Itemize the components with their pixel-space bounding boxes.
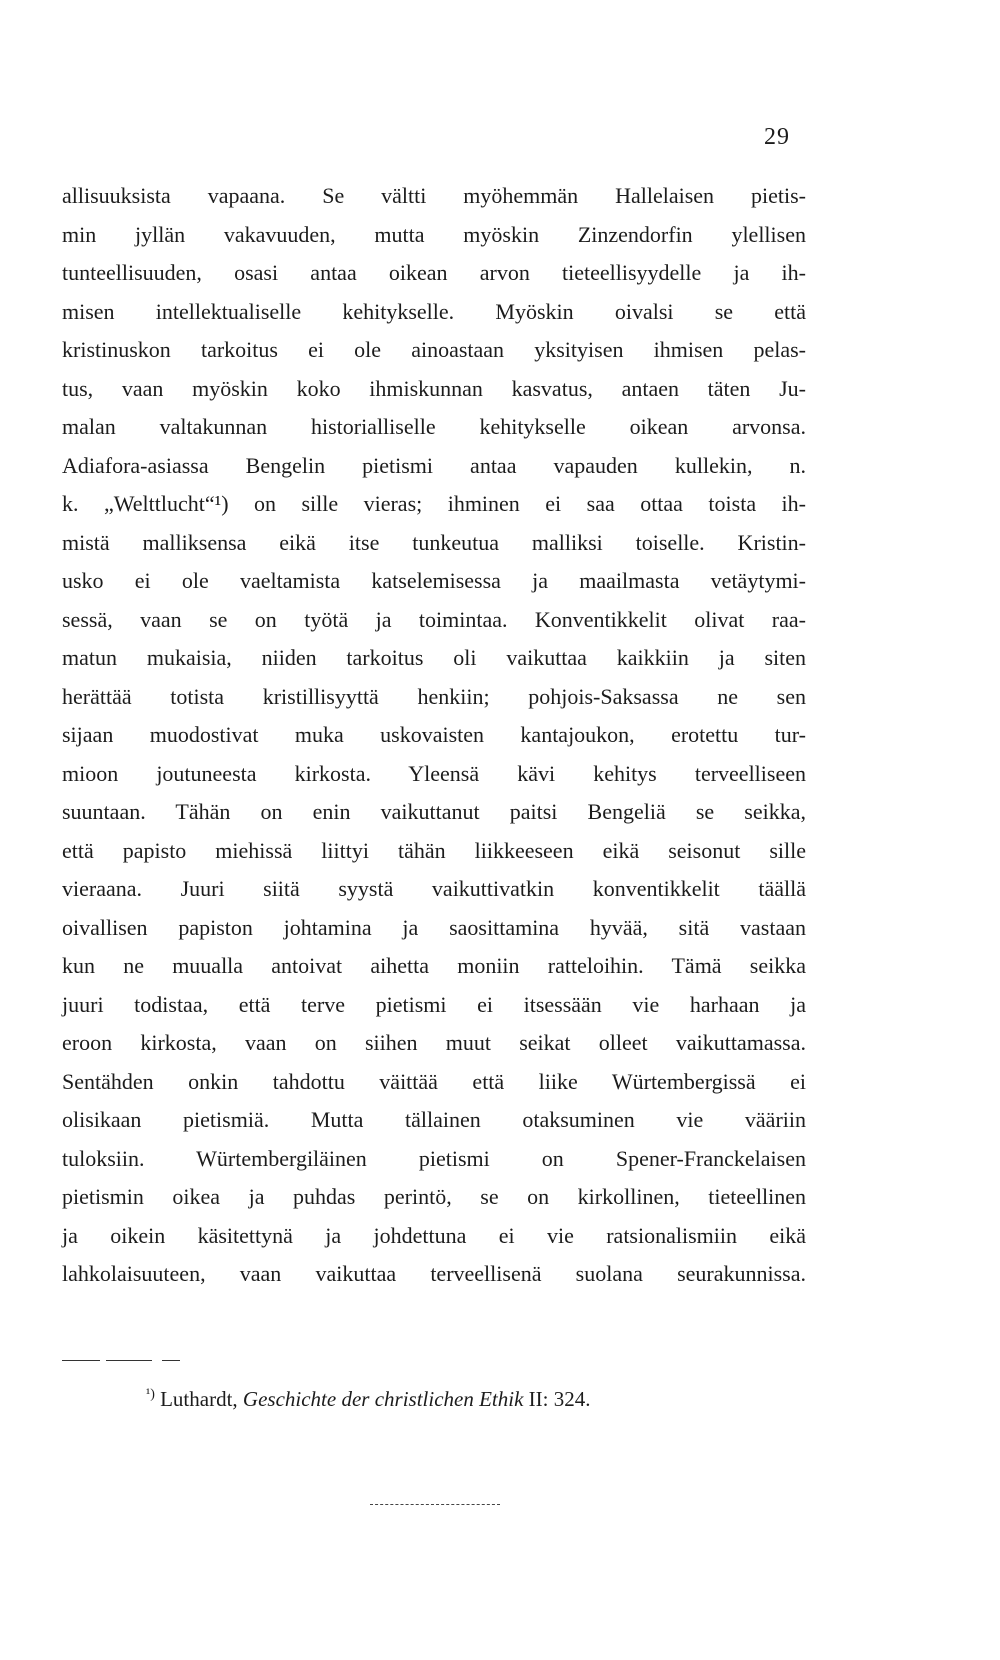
text-line: pietismin oikea ja puhdas perintö, se on kirkollinen, tieteellinen	[62, 1184, 806, 1209]
text-line: matun mukaisia, niiden tarkoitus oli vaikuttaa kaikkiin ja siten	[62, 645, 806, 670]
text-line: k. „Welttlucht“¹) on sille vieras; ihminen ei saa ottaa toista ih-	[62, 491, 806, 516]
footnote-separator	[106, 1360, 152, 1361]
footnote-author: Luthardt,	[160, 1387, 238, 1411]
text-line: sijaan muodostivat muka uskovaisten kantajoukon, erotettu tur-	[62, 722, 806, 747]
text-line: vieraana. Juuri siitä syystä vaikuttivatkin konventikkelit täällä	[62, 876, 806, 901]
text-line: kristinuskon tarkoitus ei ole ainoastaan yksityisen ihmisen pelas-	[62, 337, 806, 362]
text-line: misen intellektualiselle kehitykselle. Myöskin oivalsi se että	[62, 298, 806, 324]
text-line: Sentähden onkin tahdottu väittää että liike Würtembergissä ei	[62, 1068, 806, 1094]
text-line: eroon kirkosta, vaan on siihen muut seikat olleet vaikuttamassa.	[62, 1030, 806, 1055]
text-line: kun ne muualla antoivat aihetta moniin ratteloihin. Tämä seikka	[62, 953, 806, 978]
footnote-mark: ¹)	[146, 1387, 155, 1402]
text-line: olisikaan pietismiä. Mutta tällainen otaksuminen vie vääriin	[62, 1107, 806, 1132]
text-line: suuntaan. Tähän on enin vaikuttanut paitsi Bengeliä se seikka,	[62, 799, 806, 824]
text-line: tunteellisuuden, osasi antaa oikean arvon tieteellisyydelle ja ih-	[62, 260, 806, 285]
text-line: allisuuksista vapaana. Se vältti myöhemmän Hallelaisen pietis-	[62, 183, 806, 208]
text-line: mistä malliksensa eikä itse tunkeutua malliksi toiselle. Kristin-	[62, 529, 806, 555]
text-line: herättää totista kristillisyyttä henkiin; pohjois-Saksassa ne sen	[62, 683, 806, 709]
text-line: mioon joutuneesta kirkosta. Yleensä kävi kehitys terveelliseen	[62, 760, 806, 786]
text-line: sessä, vaan se on työtä ja toimintaa. Konventikkelit olivat raa-	[62, 606, 806, 632]
text-line: Adiafora-asiassa Bengelin pietismi antaa vapauden kullekin, n.	[62, 452, 806, 478]
footnote-ref: II: 324.	[528, 1387, 591, 1411]
text-line: oivallisen papiston johtamina ja saosittamina hyvää, sitä vastaan	[62, 914, 806, 940]
text-line: juuri todistaa, että terve pietismi ei itsessään vie harhaan ja	[62, 991, 806, 1017]
text-line: lahkolaisuuteen, vaan vaikuttaa terveellisenä suolana seurakunnissa.	[62, 1261, 806, 1286]
footnote-title: Geschichte der christlichen Ethik	[242, 1387, 524, 1411]
footnote	[146, 1387, 591, 1412]
text-line: että papisto miehissä liittyi tähän liikkeeseen eikä seisonut sille	[62, 837, 806, 863]
text-line: min jyllän vakavuuden, mutta myöskin Zinzendorfin ylellisen	[62, 221, 806, 247]
text-line: usko ei ole vaeltamista katselemisessa ja maailmasta vetäytymi-	[62, 568, 806, 593]
end-rule	[370, 1504, 500, 1505]
text-line: malan valtakunnan historialliselle kehitykselle oikean arvonsa.	[62, 414, 806, 439]
body-text	[62, 177, 806, 1294]
text-line: tuloksiin. Würtembergiläinen pietismi on Spener-Franckelaisen	[62, 1145, 806, 1171]
footnote-separator	[162, 1360, 180, 1361]
text-line: tus, vaan myöskin koko ihmiskunnan kasvatus, antaen täten Ju-	[62, 375, 806, 401]
page-number: 29	[764, 124, 790, 150]
footnote-separator	[62, 1360, 100, 1361]
text-line: ja oikein käsitettynä ja johdettuna ei vie ratsionalismiin eikä	[62, 1222, 806, 1248]
